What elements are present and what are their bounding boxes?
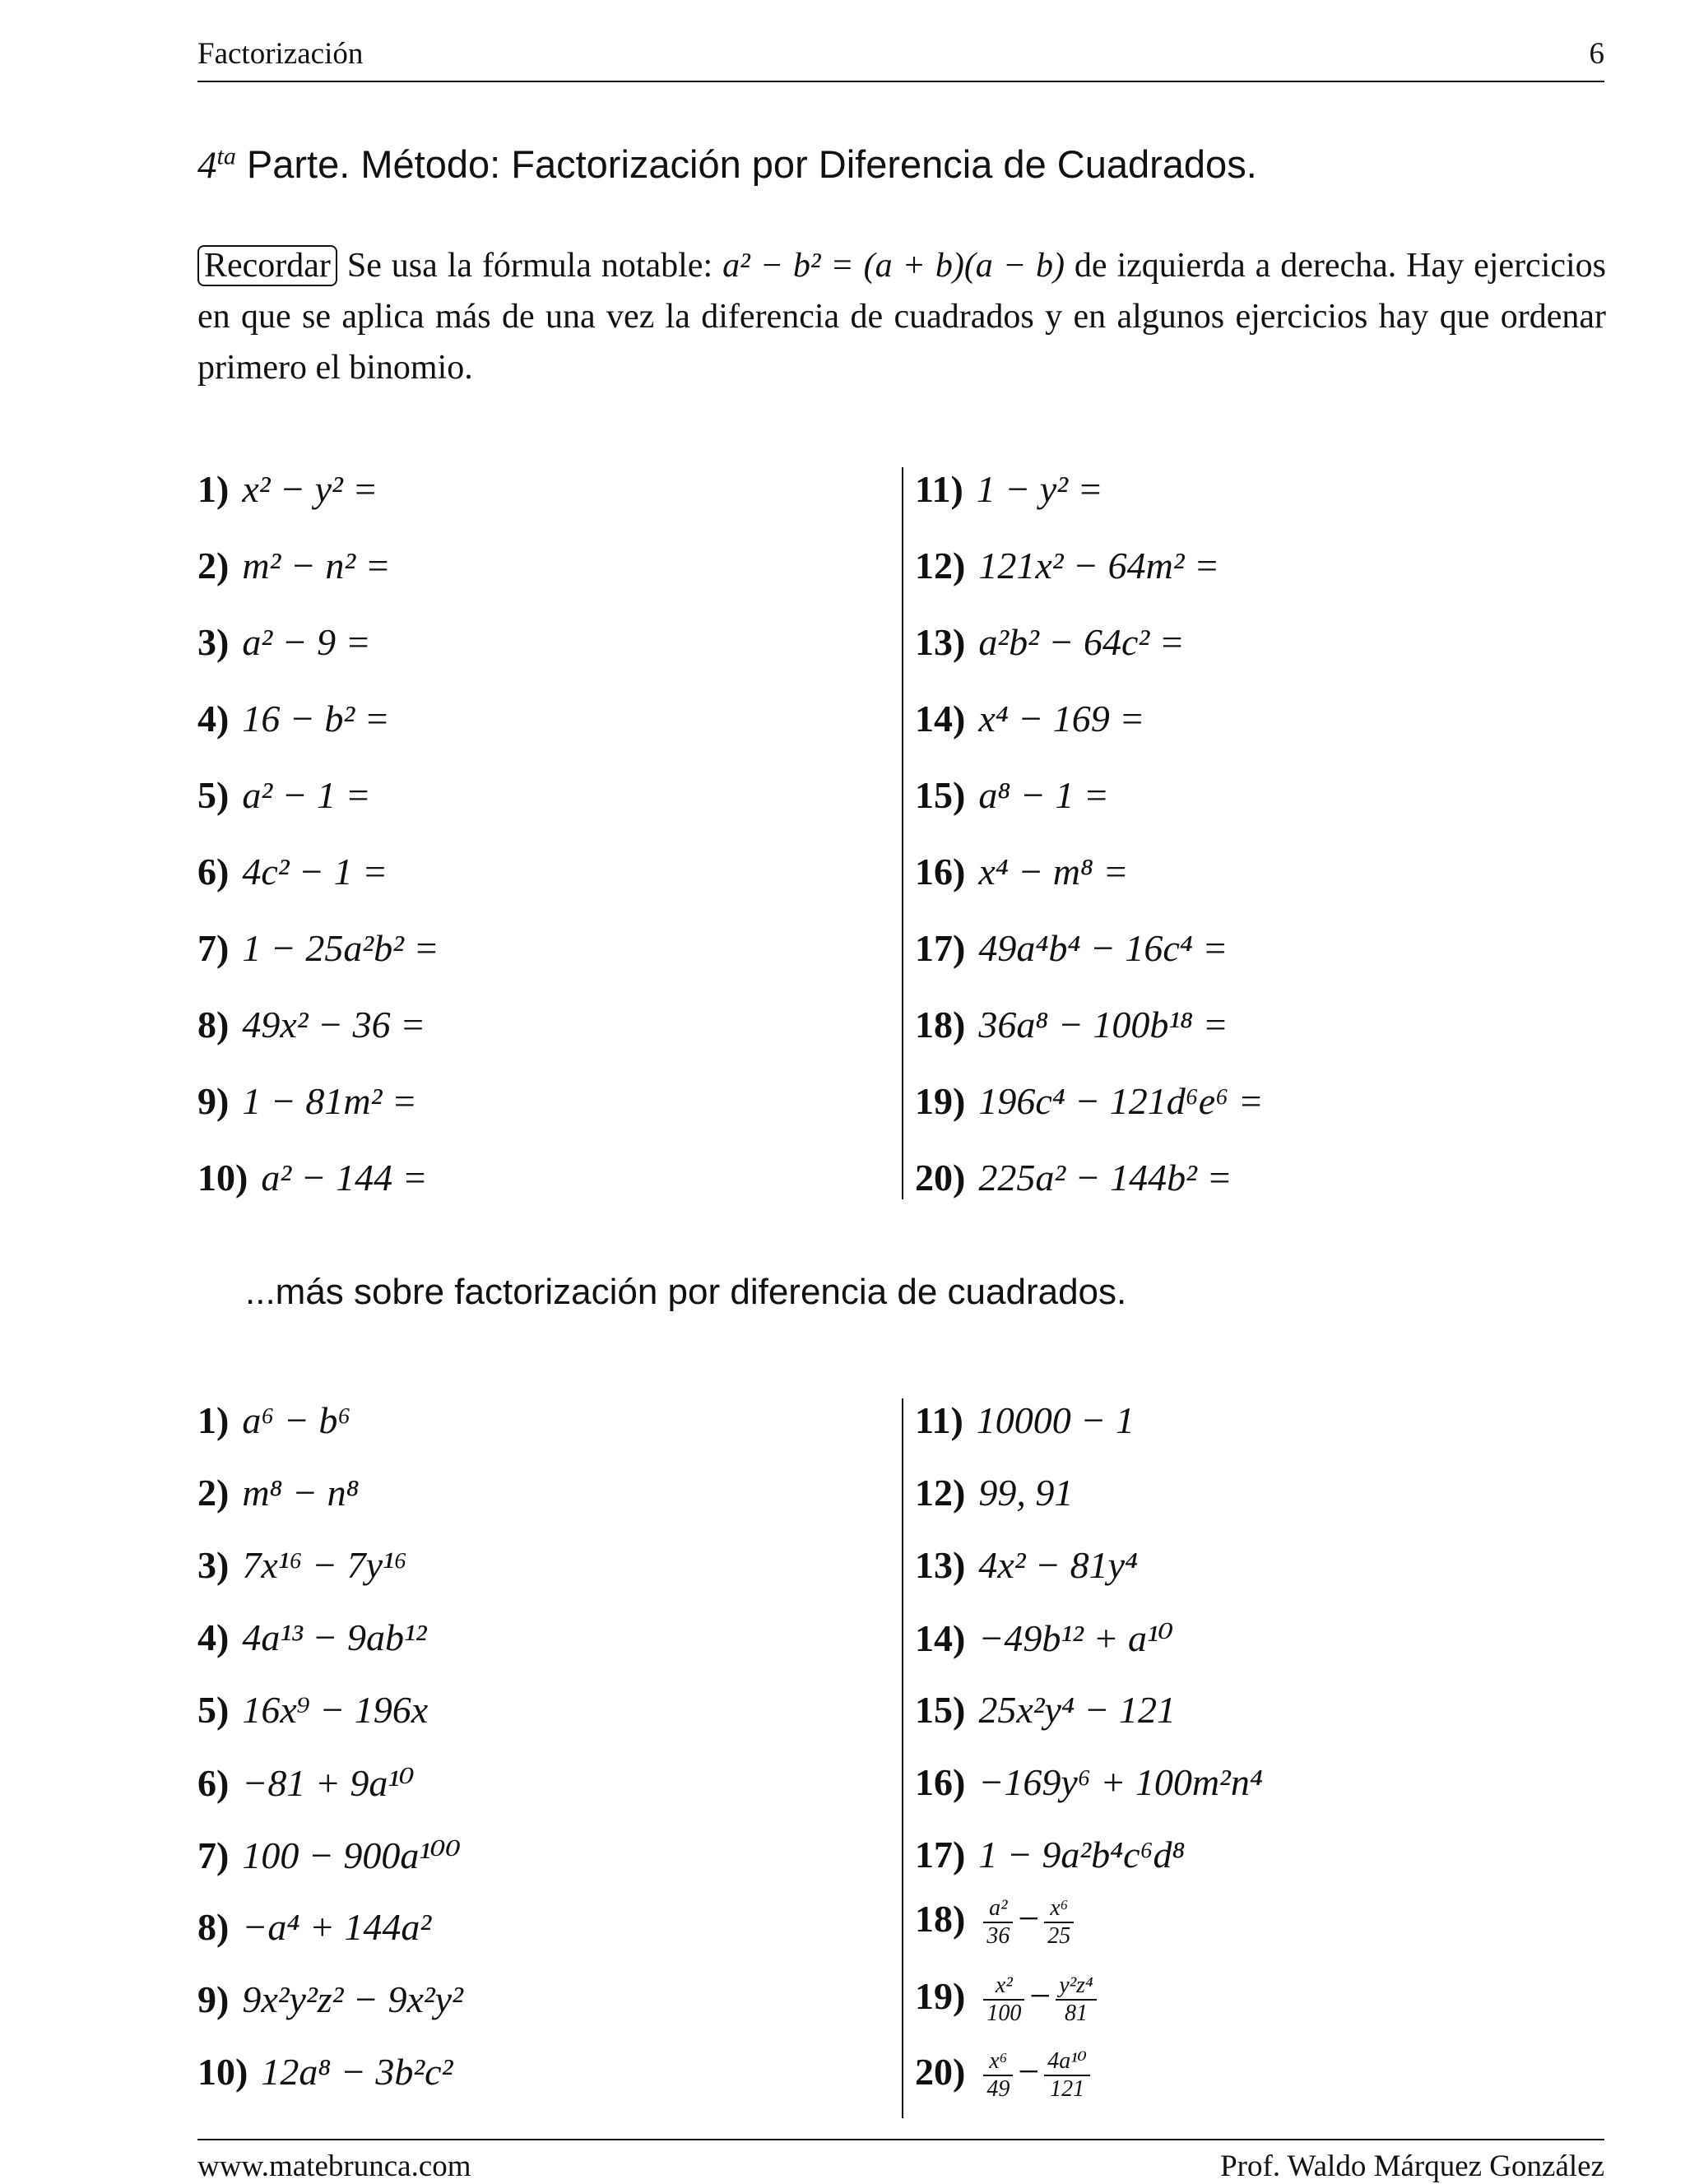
subsection-title: ...más sobre factorización por diferencia de cuadrados.	[245, 1272, 1127, 1312]
exercise-item: 8) 49x² − 36 =	[197, 1004, 426, 1046]
exercise-item: 14) −49b¹² + a¹⁰	[915, 1617, 1174, 1659]
page-number: 6	[1589, 37, 1604, 71]
exercise-item: 10) 12a⁸ − 3b²c²	[197, 2051, 453, 2093]
exercise-item: 2) m² − n² =	[197, 545, 391, 587]
exercise-item: 15) 25x²y⁴ − 121	[915, 1689, 1176, 1731]
exercise-item: 1) x² − y² =	[197, 468, 378, 510]
exercise-item: 17) 1 − 9a²b⁴c⁶d⁸	[915, 1834, 1186, 1876]
exercise-item: 4) 16 − b² =	[197, 698, 390, 740]
exercise-item: 8) −a⁴ + 144a²	[197, 1906, 432, 1948]
exercise-item: 13) 4x² − 81y⁴	[915, 1544, 1138, 1586]
exercise-item: 6) 4c² − 1 =	[197, 851, 388, 893]
exercise-item: 11) 1 − y² =	[915, 468, 1103, 510]
exercise-item-fraction: 18) $\frac{\text{a²}}{36}$ − $\frac{\text{x⁶}}{25}$	[915, 1895, 1079, 1950]
header-title: Factorización	[197, 37, 364, 71]
exercise-item: 9) 9x²y²z² − 9x²y²	[197, 1978, 463, 2020]
page-header	[197, 36, 1604, 82]
exercise-item-fraction: 19) $\frac{\text{x²}}{100}$ − $\frac{\text{y²z⁴}}{81}$	[915, 1973, 1102, 2027]
exercise-set-2-left	[197, 1398, 889, 2118]
exercise-item: 19) 196c⁴ − 121d⁶e⁶ =	[915, 1080, 1264, 1122]
exercise-item: 3) a² − 9 =	[197, 621, 371, 663]
exercise-item: 16) x⁴ − m⁸ =	[915, 851, 1129, 893]
recordar-box: Recordar	[197, 245, 337, 286]
exercise-set-1-left	[197, 467, 889, 1199]
exercise-item: 16) −169y⁶ + 100m²n⁴	[915, 1761, 1263, 1803]
exercise-item: 14) x⁴ − 169 =	[915, 698, 1145, 740]
exercise-item: 17) 49a⁴b⁴ − 16c⁴ =	[915, 927, 1228, 969]
footer-website[interactable]: www.matebrunca.com	[197, 2149, 471, 2183]
section-title	[197, 141, 1257, 188]
footer-author: Prof. Waldo Márquez González	[1220, 2149, 1604, 2183]
exercise-set-2-right	[902, 1398, 1614, 2118]
exercise-item: 4) 4a¹³ − 9ab¹²	[197, 1616, 427, 1658]
exercise-item: 6) −81 + 9a¹⁰	[197, 1762, 415, 1804]
intro-lead: Se usa la fórmula notable:	[346, 247, 713, 285]
exercise-item: 3) 7x¹⁶ − 7y¹⁶	[197, 1544, 407, 1586]
section-title-text: Parte. Método: Factorización por Diferencia de Cuadrados.	[246, 142, 1257, 186]
exercise-set-1	[197, 467, 1606, 1199]
exercise-item: 18) 36a⁸ − 100b¹⁸ =	[915, 1004, 1228, 1046]
section-ordinal: $4^{ta}$	[197, 142, 236, 187]
exercise-item: 10) a² − 144 =	[197, 1157, 428, 1199]
exercise-item: 9) 1 − 81m² =	[197, 1080, 417, 1122]
exercise-item: 11) 10000 − 1	[915, 1399, 1135, 1441]
intro-rest: de izquierda a derecha. Hay ejercicios en que se aplica más de una vez la diferencia de cuadrados y en algunos ejercicios hay que ordenar primero el binomio.	[197, 247, 1607, 387]
notable-formula: a² − b² = (a + b)(a − b)	[722, 247, 1065, 285]
exercise-item: 7) 100 − 900a¹⁰⁰	[197, 1834, 462, 1876]
exercise-item-fraction: 20) $\frac{\text{x⁶}}{49}$ − $\frac{\text{4a¹⁰}}{121}$	[915, 2048, 1095, 2103]
exercise-item: 5) a² − 1 =	[197, 774, 371, 816]
exercise-item: 13) a²b² − 64c² =	[915, 621, 1185, 663]
exercise-item: 12) 99, 91	[915, 1472, 1074, 1514]
page-footer	[197, 2139, 1604, 2182]
intro-paragraph	[197, 240, 1606, 393]
exercise-set-1-right	[902, 467, 1614, 1199]
exercise-item: 7) 1 − 25a²b² =	[197, 927, 439, 969]
exercise-item: 12) 121x² − 64m² =	[915, 545, 1220, 587]
exercise-set-2	[197, 1398, 1606, 2118]
exercise-item: 2) m⁸ − n⁸	[197, 1472, 360, 1514]
exercise-item: 5) 16x⁹ − 196x	[197, 1689, 429, 1731]
exercise-item: 20) 225a² − 144b² =	[915, 1157, 1232, 1199]
exercise-item: 1) a⁶ − b⁶	[197, 1399, 351, 1441]
exercise-item: 15) a⁸ − 1 =	[915, 774, 1109, 816]
